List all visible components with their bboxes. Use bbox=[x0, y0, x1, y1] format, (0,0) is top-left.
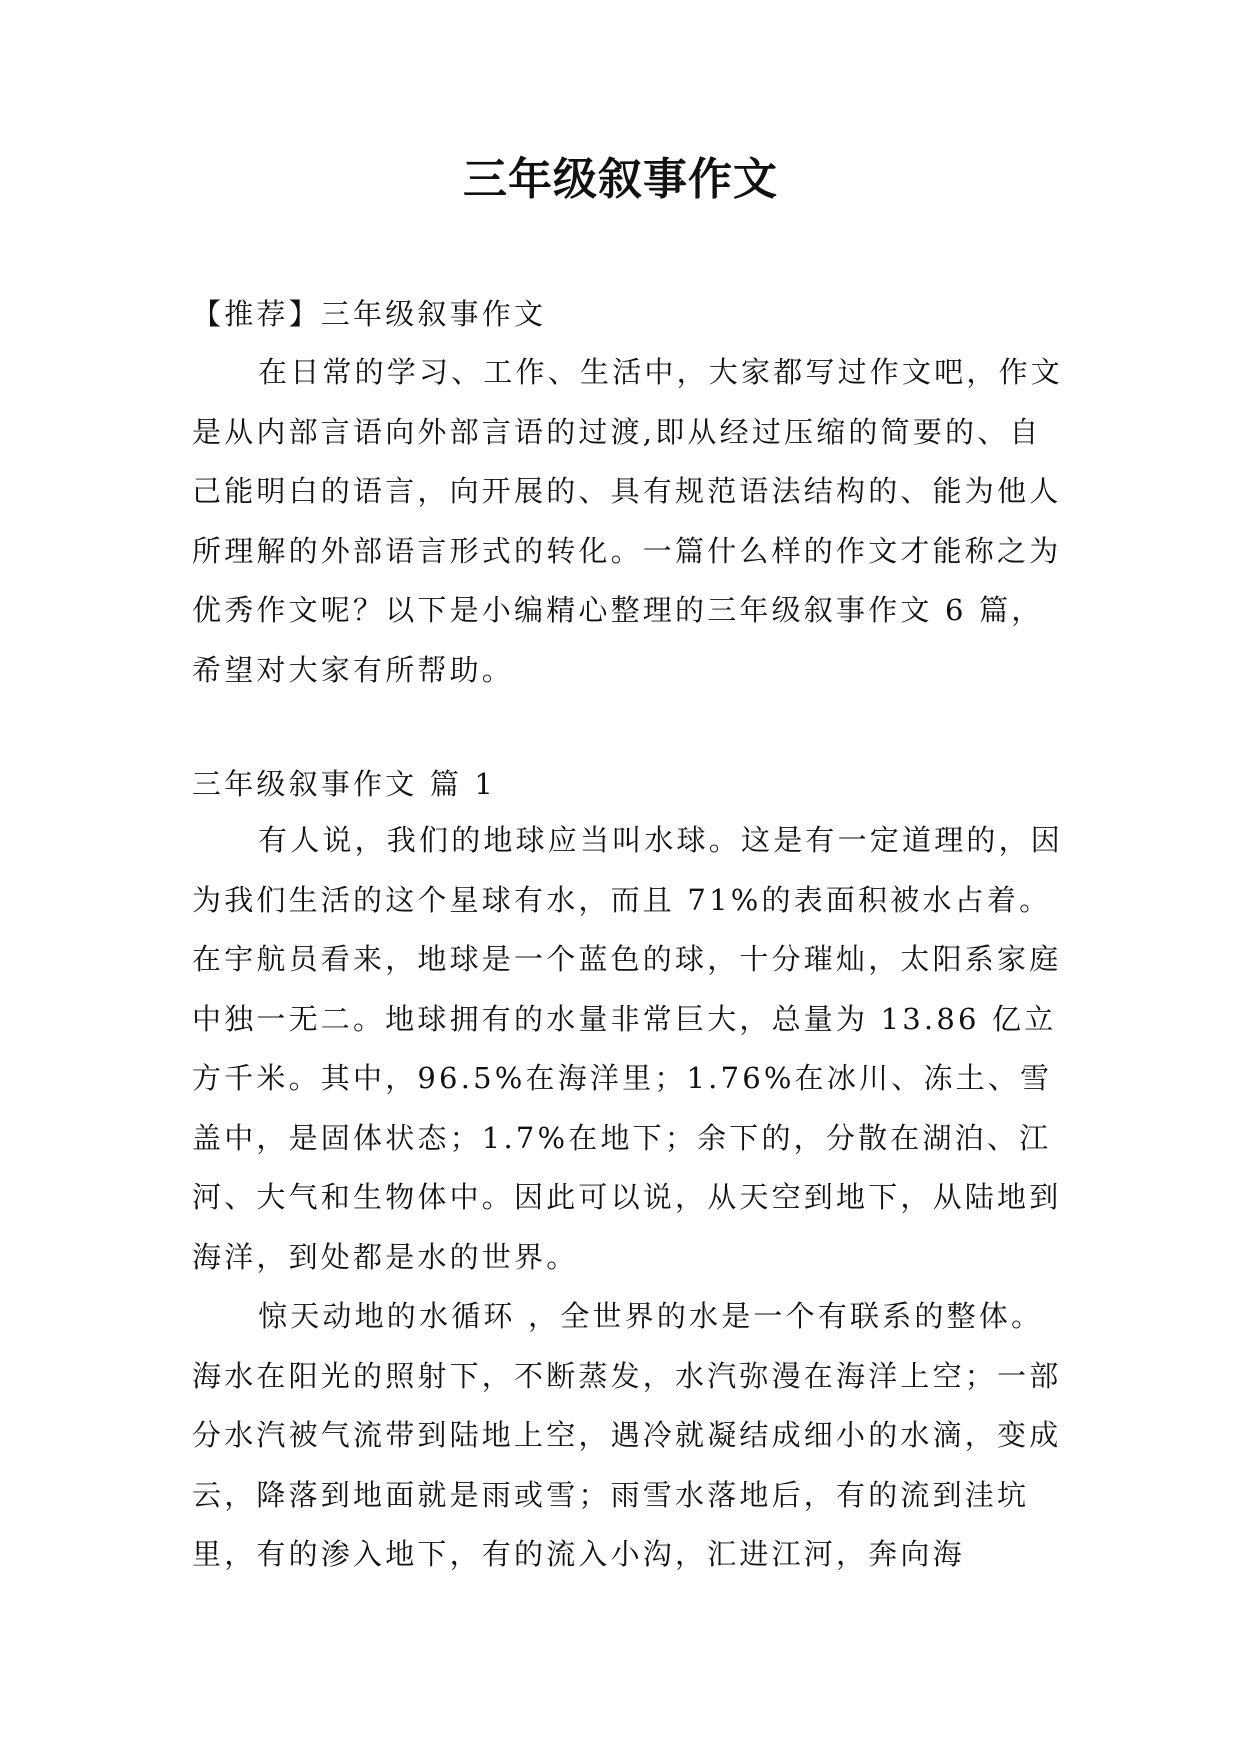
section-body bbox=[192, 811, 1072, 1585]
section-heading: 三年级叙事作文 篇 1 bbox=[192, 767, 497, 801]
section-paragraph: 惊天动地的水循环 ，全世界的水是一个有联系的整体。海水在阳光的照射下，不断蒸发，水汽弥漫在海洋上空；一部分水汽被气流带到陆地上空，遇冷就凝结成细小的水滴，变成云，降落到地面就是雨或雪；雨雪水落地后，有的流到洼坑里，有的渗入地下，有的流入小沟，汇进江河，奔向海 bbox=[192, 1299, 1062, 1571]
section-paragraph: 有人说，我们的地球应当叫水球。这是有一定道理的，因为我们生活的这个星球有水，而且 71%的表面积被水占着。在宇航员看来，地球是一个蓝色的球，十分璀灿，太阳系家庭中独一无二。地球拥有的水量非常巨大，总量为 13.86 亿立方千米。其中，96.5%在海洋里；1.76%在冰川、冻土、雪盖中，是固体状态；1.7%在地下；余下的，分散在湖泊、江河、大气和生物体中。因此可以说，从天空到地下，从陆地到海洋，到处都是水的世界。 bbox=[192, 823, 1064, 1274]
document-title: 三年级叙事作文 bbox=[463, 154, 778, 205]
intro-heading: 【推荐】三年级叙事作文 bbox=[192, 297, 547, 331]
intro-paragraph: 在日常的学习、工作、生活中，大家都写过作文吧，作文是从内部言语向外部言语的过渡,即从经过压缩的简要的、自己能明白的语言，向开展的、具有规范语法结构的、能为他人所理解的外部语言形式的转化。一篇什么样的作文才能称之为优秀作文呢？以下是小编精心整理的三年级叙事作文 6 篇，希望对大家有所帮助。 bbox=[192, 355, 1064, 687]
intro-body bbox=[192, 343, 1072, 700]
